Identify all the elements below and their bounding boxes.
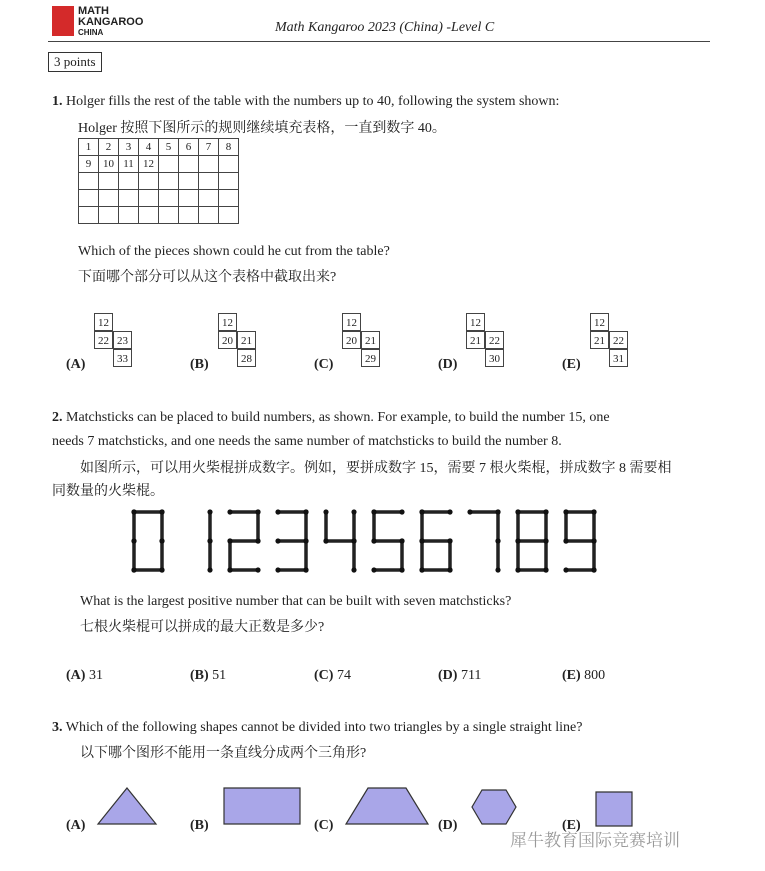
q1-question-en: Which of the pieces shown could he cut from the table? — [78, 244, 390, 259]
table-cell — [79, 173, 99, 190]
number-table — [78, 138, 239, 224]
table-cell — [139, 173, 159, 190]
points-badge: 3 points — [48, 52, 102, 72]
q1-text-en — [52, 94, 559, 110]
shape-triangle-icon — [96, 786, 158, 826]
table-cell: 6 — [179, 139, 199, 156]
piece-cell-top: 12 — [342, 313, 361, 331]
matchstick-head — [515, 567, 520, 572]
q1-number: 1. — [52, 94, 63, 109]
table-cell — [139, 190, 159, 207]
shape-hexagon-icon — [470, 788, 518, 826]
piece-cell-bottom: 28 — [237, 349, 256, 367]
q1-option-label[interactable]: (B) — [190, 357, 209, 372]
q3-option-label[interactable]: (E) — [562, 818, 581, 833]
table-cell — [179, 156, 199, 173]
q3-option-label[interactable]: (C) — [314, 818, 334, 833]
table-row — [79, 156, 239, 173]
matchstick-head — [495, 538, 500, 543]
piece-cell-bottom: 33 — [113, 349, 132, 367]
piece-cell-right: 23 — [113, 331, 132, 349]
table-cell — [219, 173, 239, 190]
shape-trapezoid — [346, 788, 428, 824]
matchstick-head — [543, 538, 548, 543]
page-title: Math Kangaroo 2023 (China) -Level C — [275, 20, 495, 35]
q1-stem-en: Holger fills the rest of the table with the numbers up to 40, following the system shown: — [66, 94, 560, 109]
matchstick-digit-7 — [467, 509, 500, 572]
matchstick-digits — [128, 508, 618, 574]
matchstick-head — [447, 509, 452, 514]
matchstick-head — [515, 509, 520, 514]
matchstick-head — [227, 538, 232, 543]
matchstick-head — [323, 538, 328, 543]
matchstick-digit-4 — [323, 509, 356, 572]
matchstick-head — [591, 538, 596, 543]
matchstick-digit-8 — [515, 509, 548, 572]
q3-text-en — [52, 720, 582, 736]
shape-hexagon — [472, 790, 516, 824]
matchstick-head — [227, 567, 232, 572]
table-cell — [119, 190, 139, 207]
matchstick-head — [159, 538, 164, 543]
piece-cell-right: 22 — [609, 331, 628, 349]
table-cell: 4 — [139, 139, 159, 156]
logo-line-3: CHINA — [78, 28, 104, 37]
piece-cell-left: 22 — [94, 331, 113, 349]
matchstick-head — [543, 509, 548, 514]
piece-cell-top: 12 — [590, 313, 609, 331]
q1-option-label[interactable]: (E) — [562, 357, 581, 372]
matchstick-head — [207, 509, 212, 514]
matchstick-head — [591, 567, 596, 572]
table-cell: 8 — [219, 139, 239, 156]
q2-option-value: 31 — [88, 668, 103, 683]
q2-option[interactable] — [314, 668, 351, 684]
matchstick-head — [131, 509, 136, 514]
table-cell — [199, 173, 219, 190]
matchstick-digit-2 — [227, 509, 260, 572]
table-cell — [199, 156, 219, 173]
matchstick-head — [351, 509, 356, 514]
table-cell: 2 — [99, 139, 119, 156]
matchstick-head — [275, 538, 280, 543]
matchstick-head — [159, 509, 164, 514]
math-kangaroo-logo — [52, 4, 172, 40]
matchstick-head — [159, 567, 164, 572]
shape-square-icon — [594, 790, 634, 828]
q2-option-label: (C) — [314, 668, 334, 683]
piece-cell-bottom: 30 — [485, 349, 504, 367]
table-row — [79, 173, 239, 190]
matchstick-head — [399, 538, 404, 543]
matchstick-head — [207, 567, 212, 572]
piece-cell-top: 12 — [466, 313, 485, 331]
shape-triangle — [98, 788, 156, 824]
table-cell — [159, 156, 179, 173]
table-cell: 9 — [79, 156, 99, 173]
q2-option-value: 711 — [460, 668, 482, 683]
piece-cell-left: 20 — [218, 331, 237, 349]
matchstick-head — [131, 538, 136, 543]
matchstick-head — [371, 567, 376, 572]
q1-option-label[interactable]: (C) — [314, 357, 334, 372]
matchstick-head — [399, 567, 404, 572]
q1-text-zh: Holger 按照下图所示的规则继续填充表格，一直到数字 40。 — [78, 121, 446, 136]
table-cell: 7 — [199, 139, 219, 156]
table-cell — [79, 190, 99, 207]
table-cell: 5 — [159, 139, 179, 156]
table-cell — [159, 207, 179, 224]
matchstick-digit-5 — [371, 509, 404, 572]
matchstick-head — [207, 538, 212, 543]
table-cell — [159, 173, 179, 190]
q2-option-label: (B) — [190, 668, 209, 683]
matchstick-head — [563, 567, 568, 572]
q2-option[interactable] — [66, 668, 103, 684]
piece-cell-bottom: 31 — [609, 349, 628, 367]
matchstick-head — [131, 567, 136, 572]
table-cell: 11 — [119, 156, 139, 173]
table-cell — [219, 190, 239, 207]
matchstick-head — [591, 509, 596, 514]
q2-text-zh-2: 同数量的火柴棍。 — [52, 484, 164, 499]
matchstick-head — [275, 509, 280, 514]
kangaroo-logo-icon — [52, 6, 74, 36]
table-cell — [219, 207, 239, 224]
matchstick-head — [275, 567, 280, 572]
piece-cell-right: 21 — [361, 331, 380, 349]
matchstick-head — [543, 567, 548, 572]
q1-option-label[interactable]: (A) — [66, 357, 86, 372]
matchstick-head — [255, 567, 260, 572]
q3-text-zh: 以下哪个图形不能用一条直线分成两个三角形? — [80, 746, 367, 761]
table-cell — [179, 190, 199, 207]
matchstick-head — [303, 538, 308, 543]
piece-cell-bottom: 29 — [361, 349, 380, 367]
shape-rectangle — [224, 788, 300, 824]
table-cell: 10 — [99, 156, 119, 173]
table-row — [79, 207, 239, 224]
matchstick-head — [419, 538, 424, 543]
table-cell — [199, 190, 219, 207]
piece-cell-left: 21 — [590, 331, 609, 349]
matchstick-digit-1 — [207, 509, 212, 572]
q2-question-en: What is the largest positive number that can be built with seven matchsticks? — [80, 594, 512, 609]
matchstick-head — [419, 567, 424, 572]
table-cell — [99, 207, 119, 224]
piece-cell-top: 12 — [94, 313, 113, 331]
table-cell — [99, 173, 119, 190]
table-row — [79, 139, 239, 156]
matchstick-head — [447, 538, 452, 543]
matchstick-head — [303, 509, 308, 514]
header-divider — [48, 41, 710, 42]
table-cell — [119, 173, 139, 190]
matchstick-head — [495, 567, 500, 572]
watermark-text: 犀牛教育国际竞赛培训 — [510, 831, 680, 851]
table-cell: 1 — [79, 139, 99, 156]
piece-cell-right: 22 — [485, 331, 504, 349]
table-cell — [139, 207, 159, 224]
piece-cell-top: 12 — [218, 313, 237, 331]
matchstick-head — [371, 538, 376, 543]
q3-option-label[interactable]: (A) — [66, 818, 86, 833]
table-cell — [199, 207, 219, 224]
matchstick-head — [495, 509, 500, 514]
table-cell: 12 — [139, 156, 159, 173]
q3-option-label[interactable]: (B) — [190, 818, 209, 833]
table-cell — [99, 190, 119, 207]
table-cell — [119, 207, 139, 224]
q3-number: 3. — [52, 720, 63, 735]
matchstick-head — [371, 509, 376, 514]
shape-square — [596, 792, 632, 826]
piece-cell-left: 21 — [466, 331, 485, 349]
matchstick-head — [419, 509, 424, 514]
piece-cell-right: 21 — [237, 331, 256, 349]
table-cell — [179, 207, 199, 224]
matchstick-digit-6 — [419, 509, 452, 572]
q2-stem-en-1: Matchsticks can be placed to build numbers, as shown. For example, to build the number 15, one — [66, 410, 610, 425]
q2-option-label: (A) — [66, 668, 86, 683]
matchstick-head — [303, 567, 308, 572]
matchstick-head — [255, 538, 260, 543]
q2-option[interactable] — [190, 668, 226, 684]
q1-question-zh: 下面哪个部分可以从这个表格中截取出来? — [78, 270, 337, 285]
q2-option-label: (D) — [438, 668, 458, 683]
table-row — [79, 190, 239, 207]
matchstick-head — [563, 538, 568, 543]
matchstick-head — [399, 509, 404, 514]
q3-option-label[interactable]: (D) — [438, 818, 458, 833]
matchstick-head — [227, 509, 232, 514]
shape-trapezoid-icon — [344, 786, 430, 826]
table-cell — [219, 156, 239, 173]
q2-question-zh: 七根火柴棍可以拼成的最大正数是多少? — [80, 620, 325, 635]
q2-text-en-2: needs 7 matchsticks, and one needs the same number of matchsticks to build the number 8. — [52, 434, 562, 449]
matchstick-head — [447, 567, 452, 572]
q2-option-label: (E) — [562, 668, 581, 683]
matchstick-head — [351, 538, 356, 543]
q2-option[interactable] — [562, 668, 605, 684]
matchstick-head — [351, 567, 356, 572]
q2-text-zh-1: 如图所示，可以用火柴棍拼成数字。例如，要拼成数字 15，需要 7 根火柴棍，拼成数字 8 需要相 — [80, 461, 672, 476]
table-cell — [79, 207, 99, 224]
matchstick-digit-0 — [131, 509, 164, 572]
matchstick-digit-9 — [563, 509, 596, 572]
q2-option-value: 800 — [584, 668, 606, 683]
matchstick-digit-3 — [275, 509, 308, 572]
matchstick-head — [323, 509, 328, 514]
piece-cell-left: 20 — [342, 331, 361, 349]
shape-rectangle-icon — [222, 786, 302, 826]
table-cell — [179, 173, 199, 190]
matchstick-head — [563, 509, 568, 514]
q1-option-label[interactable]: (D) — [438, 357, 458, 372]
q3-stem-en: Which of the following shapes cannot be divided into two triangles by a single straight line? — [65, 720, 583, 735]
matchstick-head — [255, 509, 260, 514]
matchstick-head — [515, 538, 520, 543]
q2-text-en-1 — [52, 410, 610, 426]
logo-line-1: MATH — [78, 5, 109, 17]
table-cell — [159, 190, 179, 207]
matchstick-head — [467, 509, 472, 514]
q2-option-value: 74 — [336, 668, 351, 683]
logo-line-2: KANGAROO — [78, 16, 144, 28]
q2-option-value: 51 — [212, 668, 227, 683]
q2-option[interactable] — [438, 668, 481, 684]
table-cell: 3 — [119, 139, 139, 156]
q2-number: 2. — [52, 410, 63, 425]
